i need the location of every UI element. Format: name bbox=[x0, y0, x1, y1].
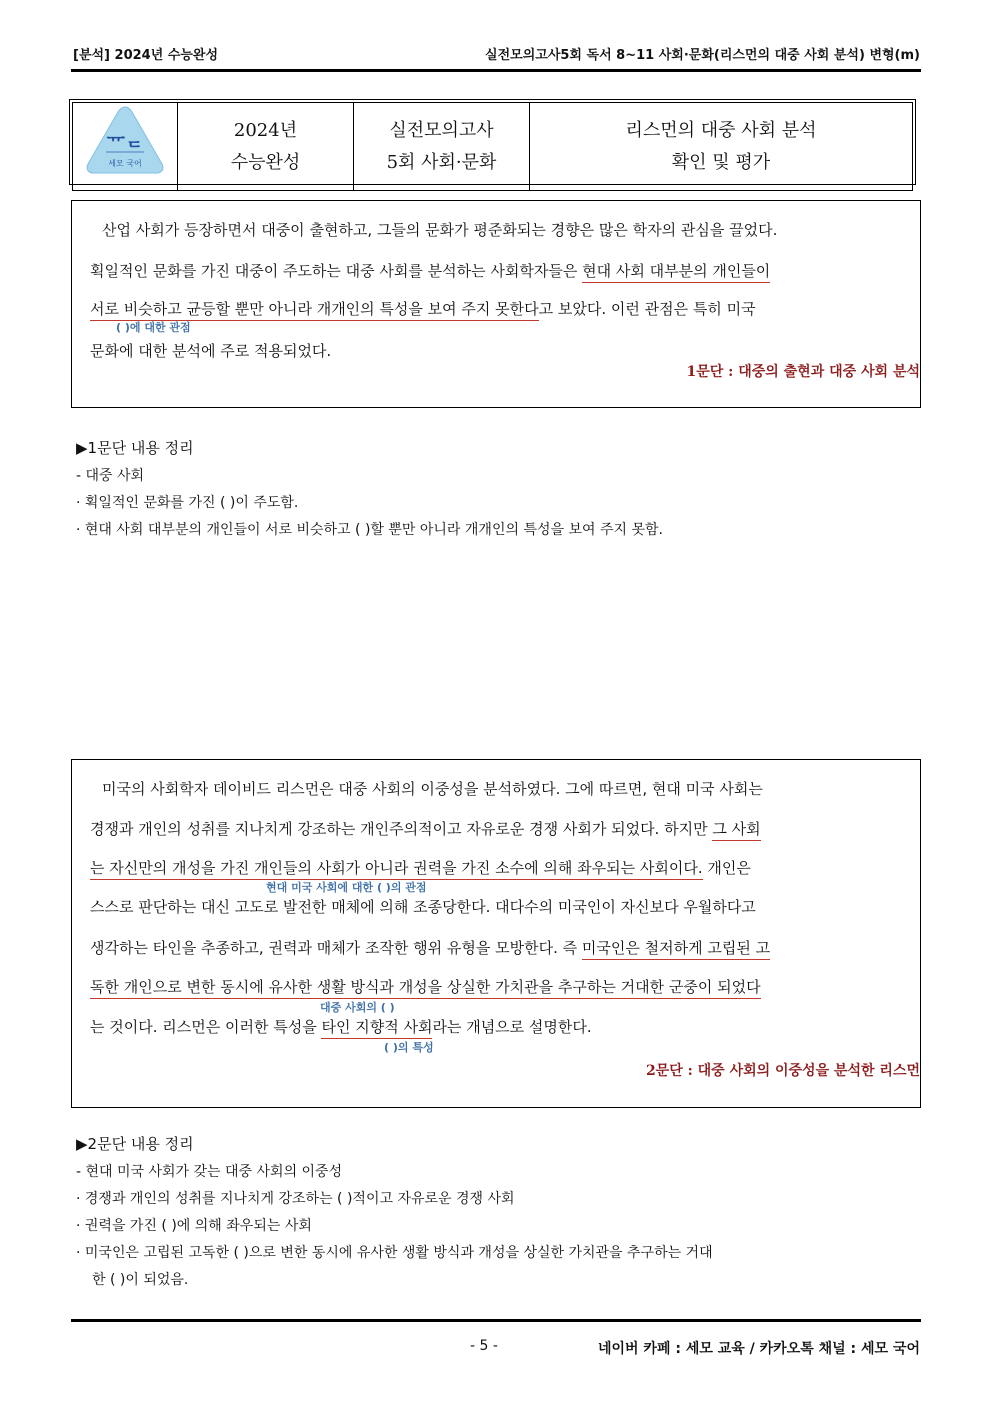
footer-divider bbox=[71, 1319, 921, 1322]
title-col-topic: 리스먼의 대중 사회 분석 확인 및 평가 bbox=[530, 103, 913, 191]
summary-1-bullet-1: · 획일적인 문화를 가진 ( )이 주도함. bbox=[76, 495, 299, 511]
summary-2-sub: - 현대 미국 사회가 갖는 대중 사회의 이중성 bbox=[76, 1164, 343, 1180]
summary-1-sub: - 대중 사회 bbox=[76, 468, 145, 484]
svg-text:세모 국어: 세모 국어 bbox=[108, 159, 142, 168]
summary-2-bullet-3-cont: 한 ( )이 되었음. bbox=[92, 1272, 189, 1288]
title-col-year: 2024년 수능완성 bbox=[178, 103, 354, 191]
passage-2-line-3: 는 자신만의 개성을 가진 개인들의 사회가 아니라 권력을 가진 소수에 의해 좌우되는 사회이다. 개인은 bbox=[90, 857, 751, 878]
underlined-phrase: 독한 개인으로 변한 동시에 유사한 생활 방식과 개성을 상실한 가치관을 추구하는 거대한 군중이 되었다 bbox=[90, 978, 761, 999]
semo-logo-icon bbox=[82, 103, 168, 179]
passage-1-line-1: 산업 사회가 등장하면서 대중이 출현하고, 그들의 문화가 평준화되는 경향은 많은 학자의 관심을 끌었다. bbox=[102, 221, 778, 239]
footer-channel-info: 네이버 카페 : 세모 교육 / 카카오톡 채널 : 세모 국어 bbox=[597, 1341, 920, 1357]
logo-cell bbox=[73, 103, 178, 191]
summary-2-bullet-1: · 경쟁과 개인의 성취를 지나치게 강조하는 ( )적이고 자유로운 경쟁 사회 bbox=[76, 1191, 515, 1207]
underlined-phrase: 는 자신만의 개성을 가진 개인들의 사회가 아니라 권력을 가진 소수에 의해 좌우되는 사회이다. bbox=[90, 859, 703, 880]
paragraph-summary-label: 2문단 : 대중 사회의 이중성을 분석한 리스먼 bbox=[645, 1063, 920, 1079]
title-col-exam: 실전모의고사 5회 사회·문화 bbox=[354, 103, 530, 191]
passage-1-line-4: 문화에 대한 분석에 주로 적용되었다. bbox=[90, 342, 332, 360]
header-right: 실전모의고사5회 독서 8~11 사회·문화(리스먼의 대중 사회 분석) 변형(m) bbox=[485, 48, 920, 63]
page-number: - 5 - bbox=[470, 1338, 498, 1354]
passage-1-line-2: 획일적인 문화를 가진 대중이 주도하는 대중 사회를 분석하는 사회학자들은 현대 사회 대부분의 개인들이 bbox=[90, 260, 770, 281]
summary-2-heading: ▶2문단 내용 정리 bbox=[76, 1135, 194, 1153]
summary-2-bullet-2: · 권력을 가진 ( )에 의해 좌우되는 사회 bbox=[76, 1218, 312, 1234]
underlined-phrase: 미국인은 철저하게 고립된 고 bbox=[582, 939, 770, 960]
annotation-note: 현대 미국 사회에 대한 ( )의 관점 bbox=[266, 881, 427, 894]
passage-2-line-2: 경쟁과 개인의 성취를 지나치게 강조하는 개인주의적이고 자유로운 경쟁 사회가 되었다. 하지만 그 사회 bbox=[90, 818, 761, 839]
passage-2-line-5: 생각하는 타인을 추종하고, 권력과 매체가 조작한 행위 유형을 모방한다. 즉 미국인은 철저하게 고립된 고 bbox=[90, 937, 770, 958]
title-box bbox=[69, 99, 916, 185]
underlined-phrase: 타인 지향적 사회 bbox=[321, 1018, 432, 1039]
underlined-phrase: 서로 비슷하고 균등할 뿐만 아니라 개개인의 특성을 보여 주지 못한다 bbox=[90, 300, 539, 321]
passage-2-line-1: 미국의 사회학자 데이비드 리스먼은 대중 사회의 이중성을 분석하였다. 그에 따르면, 현대 미국 사회는 bbox=[102, 780, 763, 798]
annotation-note: ( )에 대한 관점 bbox=[116, 321, 191, 334]
summary-1-bullet-2: · 현대 사회 대부분의 개인들이 서로 비슷하고 ( )할 뿐만 아니라 개개인의 특성을 보여 주지 못함. bbox=[76, 522, 663, 538]
passage-2-line-4: 스스로 판단하는 대신 고도로 발전한 매체에 의해 조종당한다. 대다수의 미국인이 자신보다 우월하다고 bbox=[90, 898, 756, 916]
summary-1-heading: ▶1문단 내용 정리 bbox=[76, 439, 194, 457]
paragraph-summary-label: 1문단 : 대중의 출현과 대중 사회 분석 bbox=[686, 364, 920, 380]
annotation-note: ( )의 특성 bbox=[384, 1041, 434, 1054]
svg-text:ᅲᆮ: ᅲᆮ bbox=[106, 128, 144, 150]
underlined-phrase: 그 사회 bbox=[712, 820, 760, 841]
passage-2-line-6 bbox=[90, 976, 761, 997]
summary-2-bullet-3: · 미국인은 고립된 고독한 ( )으로 변한 동시에 유사한 생활 방식과 개성을 상실한 가치관을 추구하는 거대 bbox=[76, 1245, 713, 1261]
annotation-note: 대중 사회의 ( ) bbox=[320, 1001, 395, 1014]
passage-1-box bbox=[71, 200, 921, 408]
header-divider bbox=[71, 69, 921, 72]
passage-2-line-7: 는 것이다. 리스먼은 이러한 특성을 타인 지향적 사회라는 개념으로 설명한다. bbox=[90, 1016, 592, 1037]
passage-1-line-3: 서로 비슷하고 균등할 뿐만 아니라 개개인의 특성을 보여 주지 못한다고 보았다. 이런 관점은 특히 미국 bbox=[90, 298, 756, 319]
header-left: [분석] 2024년 수능완성 bbox=[73, 48, 219, 63]
passage-2-box bbox=[71, 759, 921, 1108]
underlined-phrase: 현대 사회 대부분의 개인들이 bbox=[582, 262, 770, 283]
